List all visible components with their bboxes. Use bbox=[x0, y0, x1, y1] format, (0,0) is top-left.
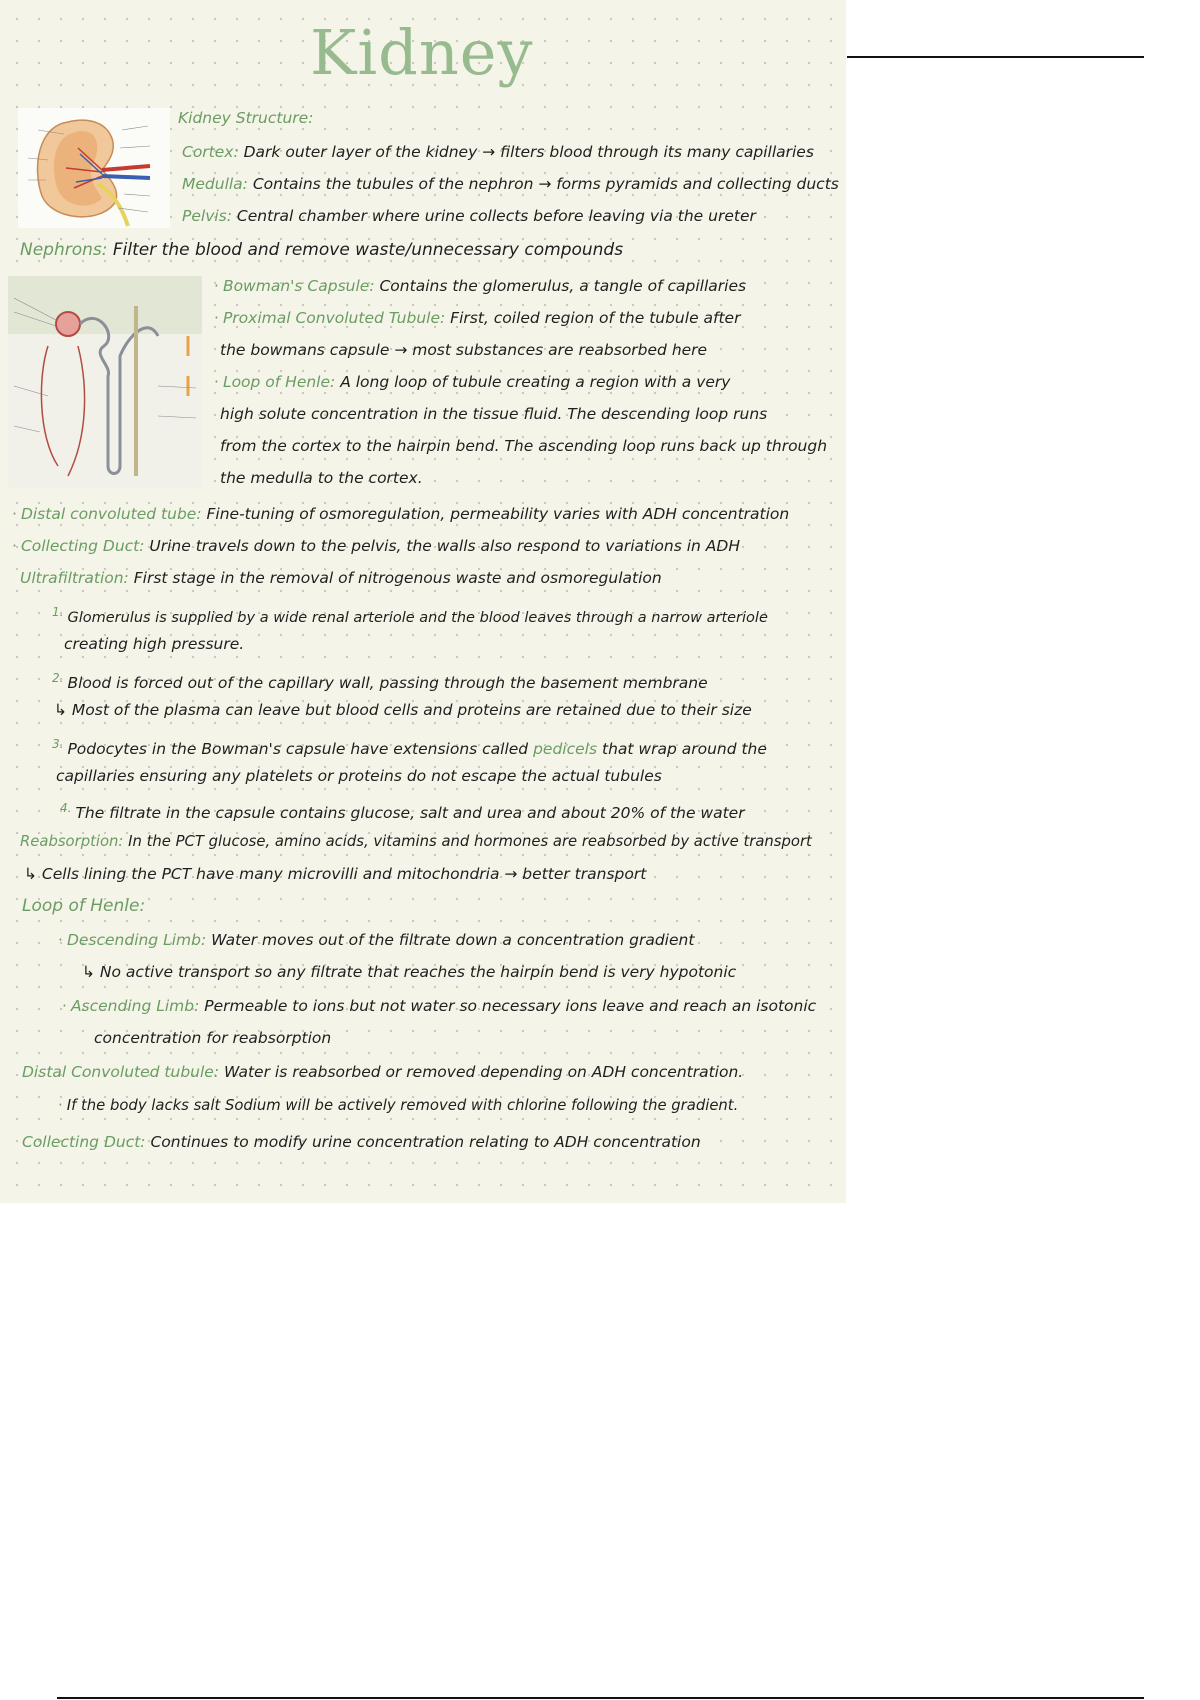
uf-step-1b: creating high pressure. bbox=[64, 635, 245, 653]
dct-summary-line: · Distal convoluted tube: Fine-tuning of osmoregulation, permeability varies with ADH concentration bbox=[12, 505, 790, 523]
pct-line-1: · Proximal Convoluted Tubule: First, coiled region of the tubule after bbox=[214, 309, 741, 327]
ultrafiltration-text: First stage in the removal of nitrogenous waste and osmoregulation bbox=[133, 569, 662, 587]
pct-text-1: First, coiled region of the tubule after bbox=[450, 309, 741, 327]
bowman-term: Bowman's Capsule: bbox=[222, 277, 375, 295]
ascending-text: Permeable to ions but not water so necessary ions leave and reach an isotonic bbox=[204, 997, 817, 1015]
kidney-structure-heading: Kidney Structure: bbox=[178, 109, 314, 127]
uf-step-2: $^{2.}$ Blood is forced out of the capillary wall, passing through the basement membrane bbox=[52, 671, 708, 693]
loop-line-2: high solute concentration in the tissue fluid. The descending loop runs bbox=[220, 405, 768, 423]
loop-line-4: the medulla to the cortex. bbox=[220, 469, 423, 487]
pelvis-term: Pelvis: bbox=[182, 207, 232, 225]
bowman-text: Contains the glomerulus, a tangle of capillaries bbox=[379, 277, 747, 295]
cortex-line bbox=[182, 142, 814, 162]
cd-summary-term: Collecting Duct: bbox=[20, 537, 145, 555]
pelvis-line bbox=[182, 206, 756, 226]
loop-heading: Loop of Henle: bbox=[22, 896, 146, 916]
page-title: Kidney bbox=[310, 16, 534, 89]
uf-step-1: $^{1.}$ Glomerulus is supplied by a wide renal arteriole and the blood leaves through a narrow arteriole bbox=[52, 605, 768, 626]
cd-text: Continues to modify urine concentration relating to ADH concentration bbox=[150, 1133, 701, 1151]
cd-line bbox=[22, 1132, 701, 1152]
loop-line-1: · Loop of Henle: A long loop of tubule creating a region with a very bbox=[214, 373, 731, 391]
ultrafiltration-term: Ultrafiltration: bbox=[20, 569, 129, 587]
dct-summary-term: Distal convoluted tube: bbox=[20, 505, 202, 523]
descending-line: · Descending Limb: Water moves out of the filtrate down a concentration gradient bbox=[58, 931, 695, 949]
descending-sub: ↳ No active transport so any filtrate that reaches the hairpin bend is very hypotonic bbox=[82, 963, 737, 981]
nephrons-text: Filter the blood and remove waste/unnecessary compounds bbox=[112, 240, 624, 260]
uf-step-3: $^{3.}$ Podocytes in the Bowman's capsule have extensions called pedicels that wrap around the bbox=[52, 737, 767, 759]
pct-line-2: the bowmans capsule → most substances are reabsorbed here bbox=[220, 341, 708, 359]
nephron-diagram bbox=[8, 276, 202, 488]
dct-line bbox=[22, 1062, 743, 1082]
uf-step-2b: ↳ Most of the plasma can leave but blood cells and proteins are retained due to their size bbox=[54, 701, 752, 719]
reabsorption-sub: ↳ Cells lining the PCT have many microvilli and mitochondria → better transport bbox=[24, 865, 647, 883]
bottom-rule bbox=[57, 1697, 1144, 1699]
ultrafiltration-line bbox=[20, 568, 662, 588]
medulla-text: Contains the tubules of the nephron → forms pyramids and collecting ducts bbox=[252, 175, 839, 193]
nephrons-line bbox=[20, 240, 623, 260]
descending-text: Water moves out of the filtrate down a concentration gradient bbox=[211, 931, 695, 949]
ascending-term: Ascending Limb: bbox=[70, 997, 200, 1015]
ascending-line: · Ascending Limb: Permeable to ions but not water so necessary ions leave and reach an isotonic bbox=[62, 997, 817, 1015]
reabsorption-term: Reabsorption: bbox=[20, 833, 124, 850]
cd-summary-line: · Collecting Duct: Urine travels down to the pelvis, the walls also respond to variations in ADH bbox=[12, 537, 740, 555]
medulla-line bbox=[182, 174, 839, 194]
cd-term: Collecting Duct: bbox=[22, 1133, 146, 1151]
uf-step-3b: capillaries ensuring any platelets or proteins do not escape the actual tubules bbox=[56, 767, 662, 785]
dct-summary-text: Fine-tuning of osmoregulation, permeability varies with ADH concentration bbox=[206, 505, 790, 523]
cortex-term: Cortex: bbox=[182, 143, 239, 161]
loop-line-3: from the cortex to the hairpin bend. The ascending loop runs back up through bbox=[220, 437, 828, 455]
pelvis-text: Central chamber where urine collects before leaving via the ureter bbox=[236, 207, 756, 225]
loop-term: Loop of Henle: bbox=[222, 373, 336, 391]
cd-summary-text: Urine travels down to the pelvis, the walls also respond to variations in ADH bbox=[149, 537, 740, 555]
top-rule bbox=[847, 56, 1144, 58]
descending-term: Descending Limb: bbox=[66, 931, 207, 949]
uf-step-4: $^{4.}$ The filtrate in the capsule contains glucose, salt and urea and about 20% of the water bbox=[60, 801, 745, 823]
medulla-term: Medulla: bbox=[182, 175, 248, 193]
dct-text: Water is reabsorbed or removed depending on ADH concentration. bbox=[224, 1063, 744, 1081]
kidney-diagram bbox=[18, 108, 170, 228]
dct-term: Distal Convoluted tubule: bbox=[22, 1063, 220, 1081]
pct-term: Proximal Convoluted Tubule: bbox=[222, 309, 446, 327]
ascending-line-2: concentration for reabsorption bbox=[94, 1029, 332, 1047]
loop-text-1: A long loop of tubule creating a region with a very bbox=[340, 373, 731, 391]
dct-sub: · If the body lacks salt Sodium will be actively removed with chlorine following the gradient. bbox=[58, 1097, 739, 1114]
pedicels-term: pedicels bbox=[533, 740, 598, 759]
cortex-text: Dark outer layer of the kidney → filters blood through its many capillaries bbox=[243, 143, 814, 161]
nephrons-term: Nephrons: bbox=[20, 240, 108, 260]
reabsorption-text: In the PCT glucose, amino acids, vitamins and hormones are reabsorbed by active transport bbox=[128, 833, 812, 850]
reabsorption-line bbox=[20, 832, 812, 852]
bowman-line: · Bowman's Capsule: Contains the glomerulus, a tangle of capillaries bbox=[214, 277, 747, 295]
